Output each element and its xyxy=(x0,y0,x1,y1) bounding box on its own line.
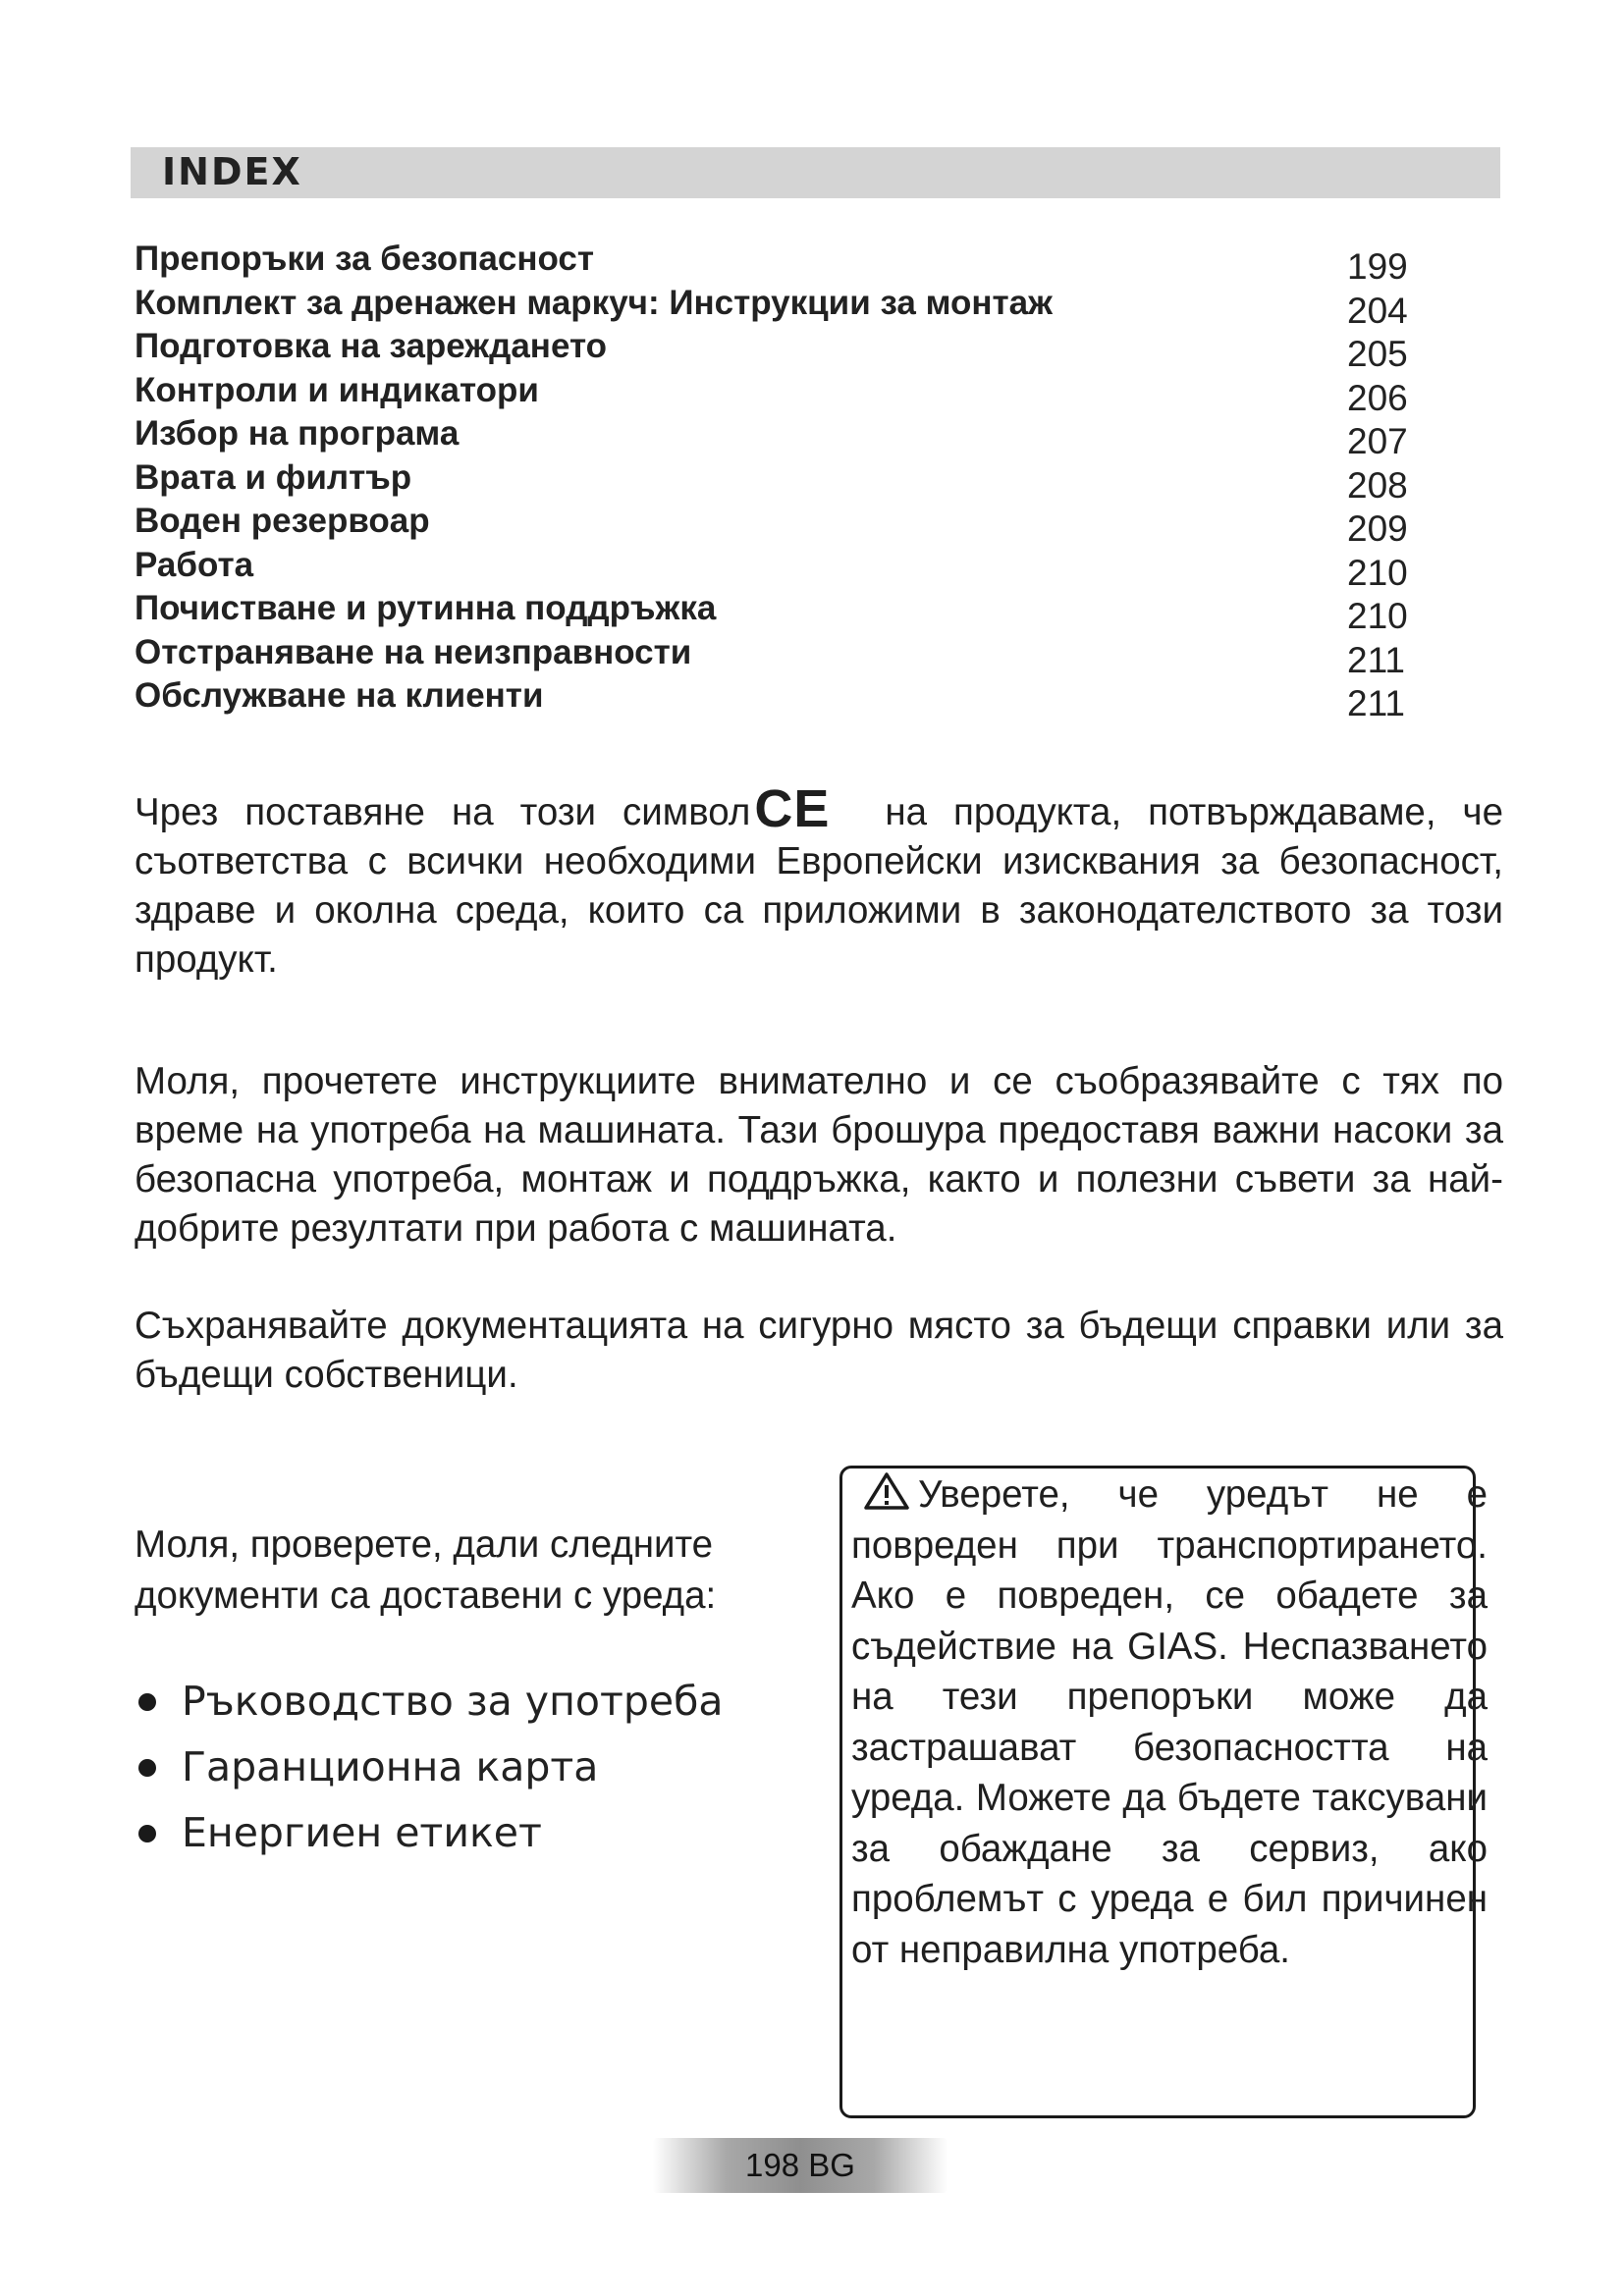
toc-entry-page: 205 xyxy=(1347,334,1408,374)
toc-page-numbers xyxy=(1347,245,1445,726)
toc-entry-page: 199 xyxy=(1347,246,1408,287)
bullet-icon xyxy=(138,1825,156,1842)
warning-text: Уверете, че уредът не е повреден при транспортирането. Ако е повреден, се обадете за съдействие на GIAS. Неспазването на тези препоръки може да застрашават безопасността на уреда. Можете да бъдете таксувани за обаждане за сервиз, ако проблемът с уреда е бил причинен от неправилна употреба. xyxy=(851,1473,1488,1971)
toc-entry-page: 208 xyxy=(1347,464,1408,506)
toc-entry-title[interactable]: Препоръки за безопасност xyxy=(135,240,595,278)
toc-entry-page: 211 xyxy=(1347,683,1405,723)
toc-entry-title[interactable]: Комплект за дренажен маркуч: Инструкции за монтаж xyxy=(135,283,1053,322)
toc-entry-title[interactable]: Контроли и индикатори xyxy=(135,370,539,409)
toc-entry-title[interactable]: Избор на програма xyxy=(135,414,460,453)
keep-documentation-paragraph: Съхранявайте документацията на сигурно място за бъдещи справки или за бъдещи собственици. xyxy=(135,1305,1503,1396)
ce-conformity-paragraph xyxy=(135,779,1504,985)
index-title: INDEX xyxy=(162,150,302,193)
toc-entry-page: 204 xyxy=(1347,290,1408,331)
toc-entry-page: 207 xyxy=(1347,421,1408,461)
ce-text-before: Чрез поставяне на този символ xyxy=(135,791,751,833)
toc-entry-title[interactable]: Врата и филтър xyxy=(135,457,412,497)
documents-check-text: Моля, проверете, дали следните документи са доставени с уреда: xyxy=(135,1523,717,1617)
ce-text-after: на продукта, потвърждаваме, че съответства с всички необходими Европейски изисквания за безопасност, здраве и околна среда, които са приложими в законодателството за този продукт. xyxy=(135,791,1504,981)
toc-entry-page: 209 xyxy=(1347,508,1408,549)
list-item-label: Гаранционна карта xyxy=(182,1743,599,1790)
toc-entry-title[interactable]: Работа xyxy=(135,545,254,584)
warning-content xyxy=(851,1469,1488,1975)
index-header-bar xyxy=(131,147,1500,198)
toc-entry-title[interactable]: Почистване и рутинна поддръжка xyxy=(135,589,717,627)
bullet-icon xyxy=(138,1759,156,1777)
toc-entry-page: 210 xyxy=(1347,552,1408,593)
toc-entry-page: 211 xyxy=(1347,639,1405,680)
warning-triangle-icon xyxy=(863,1471,910,1511)
ce-mark-icon: CE xyxy=(754,779,831,838)
instructions-paragraph: Моля, прочетете инструкциите внимателно и се съобразявайте с тях по време на употреба на машината. Тази брошура предоставя важни насоки за безопасна употреба, монтаж и поддръжка, както и полезни съвети за най-добрите резултати при работа с машината. xyxy=(135,1060,1503,1250)
bullet-icon xyxy=(138,1693,156,1711)
toc-entry-title[interactable]: Подготовка на зареждането xyxy=(135,327,608,365)
toc-titles xyxy=(135,238,1264,719)
toc-entry-page: 206 xyxy=(1347,377,1408,418)
toc-entry-title[interactable]: Отстраняване на неизправности xyxy=(135,632,692,671)
page-number-badge: 198 BG xyxy=(653,2138,947,2193)
toc-entry-title[interactable]: Обслужване на клиенти xyxy=(135,676,544,715)
list-item xyxy=(135,1669,724,1735)
documents-list xyxy=(135,1669,724,1866)
toc-entry-title[interactable]: Воден резервоар xyxy=(135,502,430,540)
list-item-label: Енергиен етикет xyxy=(182,1809,542,1856)
list-item xyxy=(135,1735,724,1800)
toc-entry-page: 210 xyxy=(1347,596,1408,636)
list-item xyxy=(135,1800,724,1866)
list-item-label: Ръководство за употреба xyxy=(182,1678,724,1725)
